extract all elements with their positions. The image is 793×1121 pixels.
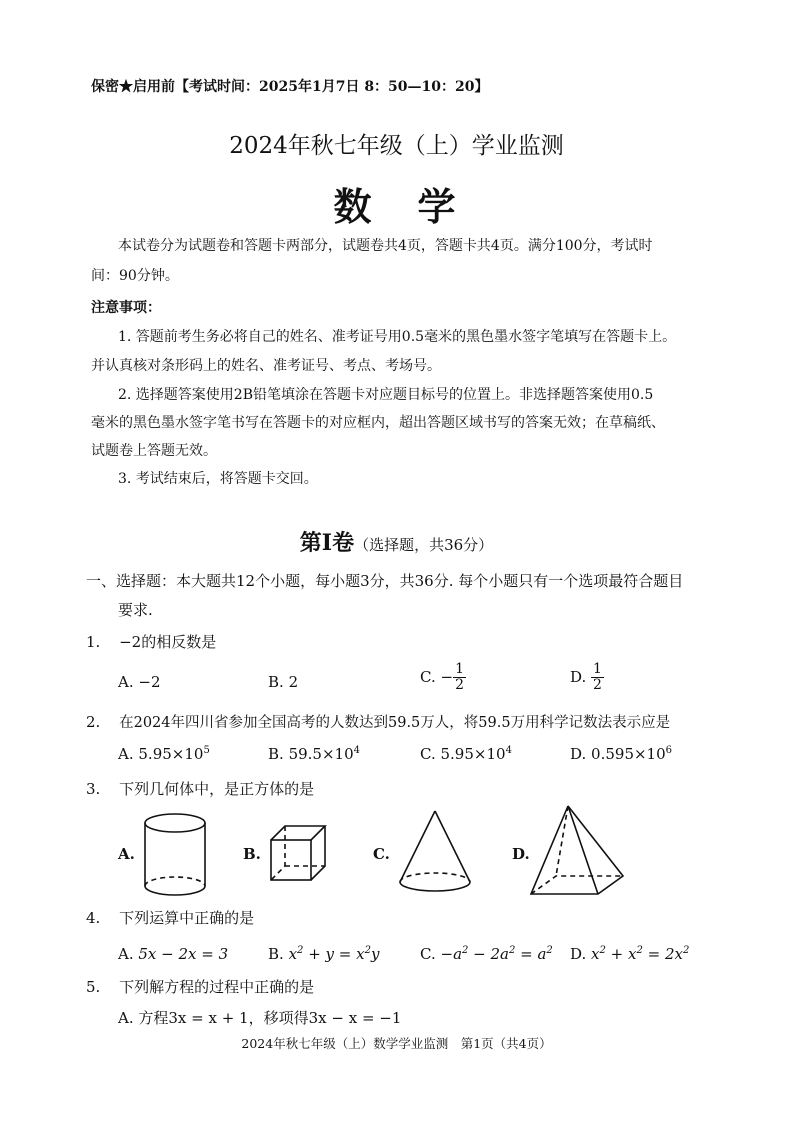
question-number: 2. [86, 713, 101, 731]
q2-option-d: D. $0.595\times 10^6$ [570, 745, 673, 763]
header-line [91, 76, 489, 96]
cone-icon [395, 808, 475, 898]
part-instructions-cont: 要求. [118, 601, 153, 619]
section-subtitle: （选择题，共36分） [354, 536, 494, 554]
q4-option-d: D. $x^2 + x^2 = 2x^2$ [570, 945, 690, 963]
subject-title: 数 学 [333, 184, 460, 229]
q5-option-a: A. 方程3x = x + 1，移项得3x − x = −1 [118, 1009, 402, 1027]
question-stem: 下列运算中正确的是 [119, 909, 255, 927]
section-heading [0, 526, 793, 557]
question-number: 3. [86, 780, 101, 798]
secret-label: 保密★启用前 [91, 79, 175, 95]
question-stem: 下列解方程的过程中正确的是 [119, 978, 315, 996]
exam-time: 【考试时间：2025年1月7日 8：50—10：20】 [175, 79, 489, 95]
question-number: 1. [86, 633, 101, 651]
question-5 [86, 976, 314, 997]
q3-option-d-label: D. [512, 845, 530, 863]
q4-option-c: C. $-a^2 - 2a^2 = a^2$ [420, 945, 553, 963]
page-title: 2024年秋七年级（上）学业监测 [229, 133, 564, 159]
notice-item-2-cont: 毫米的黑色墨水签字笔书写在答题卡的对应框内，超出答题区域书写的答案无效；在草稿纸、 [91, 415, 665, 431]
question-stem: 在2024年四川省参加全国高考的人数达到59.5万人，将59.5万用科学记数法表示应是 [119, 715, 671, 731]
q3-option-c-label: C. [373, 845, 390, 863]
pyramid-icon [528, 804, 628, 900]
question-1 [86, 631, 216, 652]
q2-option-b: B. $59.5\times 10^4$ [268, 745, 361, 763]
cylinder-icon [140, 810, 210, 900]
notice-item-2-cont2: 试题卷上答题无效。 [91, 443, 217, 459]
q1-option-a: A. −2 [118, 673, 161, 691]
q1-option-c: C. − $\frac{1}{2}$ [420, 661, 464, 693]
q3-option-a-label: A. [118, 845, 135, 863]
cube-icon [268, 823, 328, 883]
intro-line-2: 间：90分钟。 [91, 268, 179, 284]
q2-option-c: C. $5.95\times 10^4$ [420, 745, 512, 763]
q4-option-a: A. 5x − 2x = 3 [118, 945, 229, 963]
notice-item-3: 3. 考试结束后，将答题卡交回。 [118, 471, 318, 487]
question-stem: 下列几何体中，是正方体的是 [119, 780, 315, 798]
question-number: 4. [86, 909, 101, 927]
page-footer: 2024年秋七年级（上）数学学业监测 第1页（共4页） [241, 1036, 552, 1051]
notice-item-1-cont: 并认真核对条形码上的姓名、准考证号、考点、考场号。 [91, 358, 441, 374]
fraction: $\frac{1}{2}$ [593, 661, 602, 693]
q1-option-d: D. $\frac{1}{2}$ [570, 661, 602, 693]
q4-option-b: B. $x^2 + y = x^2y$ [268, 945, 380, 963]
question-3 [86, 778, 314, 799]
section-title: 第Ⅰ卷 [299, 530, 355, 556]
notice-item-1: 1. 答题前考生务必将自己的姓名、准考证号用0.5毫米的黑色墨水签字笔填写在答题卡上。 [118, 329, 677, 345]
notice-heading: 注意事项： [91, 300, 161, 316]
q3-option-b-label: B. [243, 845, 261, 863]
fraction: $\frac{1}{2}$ [455, 661, 464, 693]
q1-option-b: B. 2 [268, 673, 299, 691]
question-2 [86, 711, 670, 732]
q2-option-a: A. $5.95\times 10^5$ [118, 745, 210, 763]
question-stem: −2的相反数是 [119, 633, 217, 651]
question-4 [86, 907, 254, 928]
notice-item-2: 2. 选择题答案使用2B铅笔填涂在答题卡对应题目标号的位置上。非选择题答案使用0.5 [118, 387, 654, 403]
intro-line-1: 本试卷分为试题卷和答题卡两部分，试题卷共4页，答题卡共4页。满分100分，考试时 [118, 238, 653, 254]
part-instructions: 一、选择题：本大题共12个小题，每小题3分，共36分. 每个小题只有一个选项最符合题目 [86, 572, 684, 590]
question-number: 5. [86, 978, 101, 996]
